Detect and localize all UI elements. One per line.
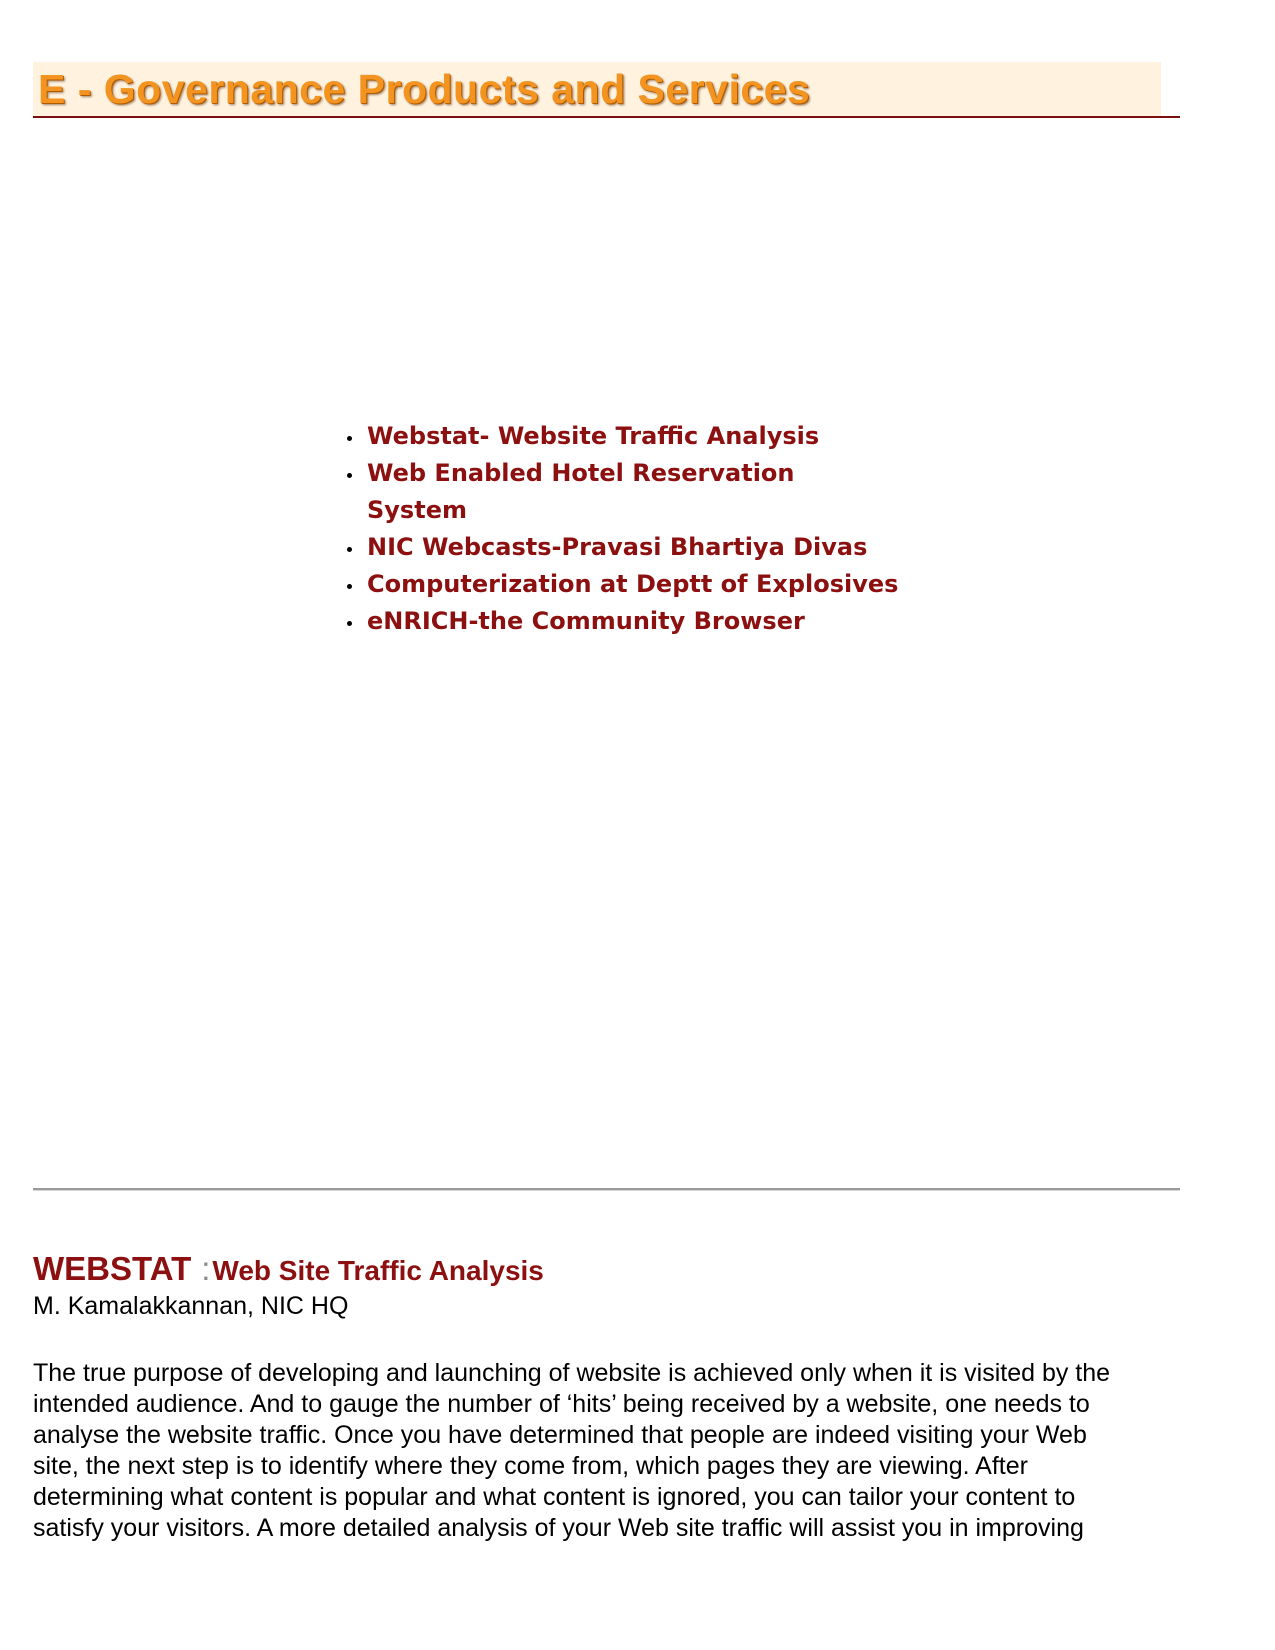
product-link-enrich[interactable]: • eNRICH-the Community Browser bbox=[364, 603, 924, 640]
body-line: analyse the website traffic. Once you have determined that people are indeed visiting your Web bbox=[33, 1421, 1087, 1449]
article-title-colon: : bbox=[201, 1250, 211, 1287]
article-title-sub: Web Site Traffic Analysis bbox=[212, 1255, 544, 1286]
product-link-explosives[interactable]: • Computerization at Deptt of Explosives bbox=[364, 566, 924, 603]
body-line: The true purpose of developing and launching of website is achieved only when it is visited by the bbox=[33, 1359, 1111, 1387]
article-title bbox=[33, 1250, 544, 1288]
article-body bbox=[33, 1358, 1193, 1544]
article-author: M. Kamalakkannan, NIC HQ bbox=[33, 1292, 349, 1320]
article-title-main: WEBSTAT bbox=[33, 1250, 192, 1287]
section-divider bbox=[33, 1188, 1180, 1191]
body-line: site, the next step is to identify where they come from, which pages they are viewing. After bbox=[33, 1452, 1028, 1480]
header-divider bbox=[33, 116, 1180, 118]
product-link-webstat[interactable]: • Webstat- Website Traffic Analysis bbox=[364, 418, 924, 455]
body-line: determining what content is popular and what content is ignored, you can tailor your content to bbox=[33, 1483, 1076, 1511]
product-link-hotel-reservation[interactable]: • Web Enabled Hotel Reservation System bbox=[364, 455, 837, 529]
product-link-nic-webcasts[interactable]: • NIC Webcasts-Pravasi Bhartiya Divas bbox=[364, 529, 924, 566]
page-title: E - Governance Products and Services bbox=[38, 66, 811, 112]
product-list bbox=[364, 418, 924, 640]
body-line: intended audience. And to gauge the number of ‘hits’ being received by a website, one needs to bbox=[33, 1390, 1090, 1418]
body-line: satisfy your visitors. A more detailed analysis of your Web site traffic will assist you in improving bbox=[33, 1514, 1084, 1542]
